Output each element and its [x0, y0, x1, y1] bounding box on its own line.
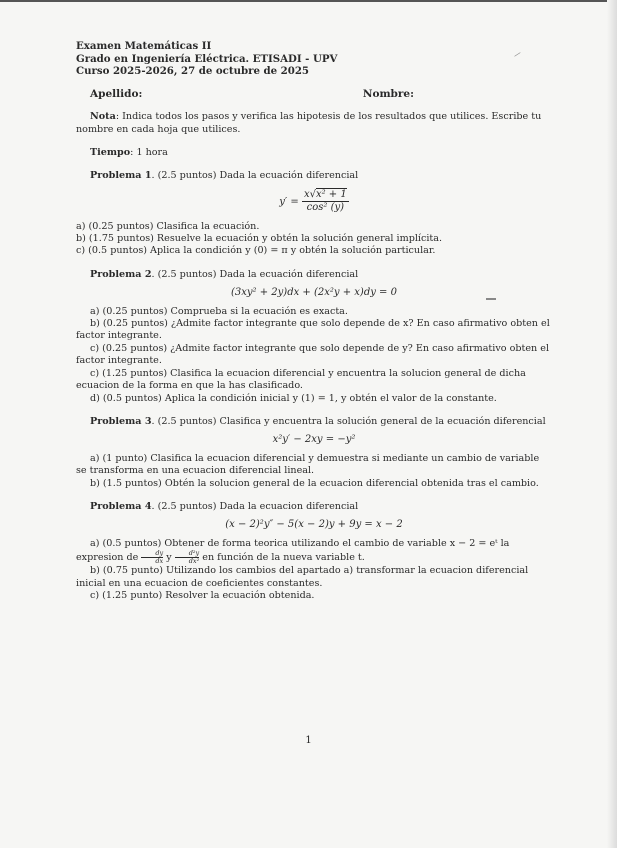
- p4-dy: dy: [141, 550, 163, 558]
- problem-3-intro-text: . (2.5 puntos) Clasifica y encuentra la solución general de la ecuación diferencial: [151, 415, 546, 427]
- problem-2-c: c) (0.25 puntos) ¿Admite factor integrante que solo depende de y? En caso afirmativo obten el factor integrante.: [76, 342, 550, 367]
- student-fields: [76, 88, 552, 100]
- problem-1-intro-text: . (2.5 puntos) Dada la ecuación diferencial: [151, 170, 359, 182]
- problem-3-b: b) (1.5 puntos) Obtén la solucion general de la ecuacion diferencial obtenida tras el cambio.: [90, 477, 539, 489]
- problem-4-a: [76, 538, 552, 565]
- p1-eq-numerator: x√x² + 1: [302, 189, 349, 202]
- problem-4-b: b) (0.75 punto) Utilizando los cambios del apartado a) transformar la ecuacion diferencial inicial en una ecuacion de coeficientes constantes.: [76, 565, 529, 589]
- problem-2-equation: (3xy² + 2y)dx + (2x²y + x)dy = 0: [231, 287, 397, 299]
- problem-3-intro: [76, 416, 552, 428]
- problem-1-c: c) (0.5 puntos) Aplica la condición y (0) = π y obtén la solución particular.: [76, 245, 436, 257]
- problem-1-b: b) (1.75 puntos) Resuelve la ecuación y obtén la solución general implícita.: [76, 233, 443, 245]
- problem-1-label: Problema 1: [90, 170, 152, 182]
- problem-4-c: c) (1.25 punto) Resolver la ecuación obtenida.: [90, 589, 315, 601]
- problem-2-e: d) (0.5 puntos) Aplica la condición inicial y (1) = 1, y obtén el valor de la constante.: [90, 392, 497, 404]
- course-date-line: Curso 2025-2026, 27 de octubre de 2025: [76, 65, 309, 78]
- problem-4-equation: (x − 2)²y″ − 5(x − 2)y + 9y = x − 2: [225, 519, 403, 531]
- apellido-label: Apellido:: [90, 87, 143, 100]
- exam-header: [76, 40, 552, 78]
- problem-3-equation: x²y′ − 2xy = −y²: [272, 434, 356, 446]
- problem-2-intro: [76, 269, 552, 281]
- problem-2-d: c) (1.25 puntos) Clasifica la ecuacion diferencial y encuentra la solucion general de dicha ecuacion de la forma en que la has clasificado.: [76, 367, 526, 392]
- problem-3-a: a) (1 punto) Clasifica la ecuacion diferencial y demuestra si mediante un cambio de variable se transforma en una ecuacion diferencial lineal.: [76, 452, 540, 477]
- p1-eq-num-sqrt: x² + 1: [315, 188, 347, 200]
- p4-d2y-dx2: [175, 550, 199, 565]
- nombre-label: Nombre:: [362, 87, 414, 100]
- problem-4-intro: [76, 501, 552, 513]
- problem-1-intro: [76, 170, 552, 182]
- p1-eq-num-x: x: [303, 188, 310, 200]
- problem-4-intro-text: . (2.5 puntos) Dada la ecuacion diferencial: [151, 500, 359, 512]
- problem-1-equation: [76, 189, 552, 215]
- p4-y: y: [166, 552, 172, 564]
- nota-paragraph: [76, 111, 552, 136]
- exam-title: Examen Matemáticas II: [76, 40, 212, 52]
- page-edge-shadow: [607, 0, 617, 848]
- exam-content: [76, 40, 552, 602]
- degree-line: Grado en Ingeniería Eléctrica. ETISADI - UPV: [76, 52, 338, 65]
- p4-dy-dx: [141, 550, 163, 565]
- p1-eq-lhs: y′ =: [279, 196, 299, 208]
- top-border: [0, 0, 617, 2]
- nota-label: Nota: [90, 111, 116, 123]
- problem-2-label: Problema 2: [90, 268, 152, 280]
- p4-dx: dx: [155, 557, 164, 566]
- p1-eq-fraction: [302, 189, 349, 215]
- tiempo-paragraph: [76, 147, 552, 159]
- pencil-mark: /: [513, 50, 522, 59]
- problem-4-label: Problema 4: [90, 500, 152, 512]
- p4-dx2: dx²: [188, 557, 200, 566]
- tiempo-text: : 1 hora: [130, 147, 168, 158]
- problem-2-b: b) (0.25 puntos) ¿Admite factor integrante que solo depende de x? En caso afirmativo obten el factor integrante.: [76, 318, 550, 342]
- tiempo-label: Tiempo: [90, 147, 131, 158]
- p4-a-pre: a) (0.5 puntos) Obtener de forma teorica utilizando el cambio de variable x − 2 = eᵗ la expresion de: [76, 537, 510, 564]
- p4-a-post: en función de la nueva variable t.: [202, 552, 365, 564]
- p1-eq-denominator: cos² (y): [306, 202, 345, 214]
- page-number: 1: [305, 735, 312, 746]
- problem-3-label: Problema 3: [90, 415, 152, 427]
- problem-2-a: a) (0.25 puntos) Comprueba si la ecuación es exacta.: [90, 305, 348, 317]
- nota-text: : Indica todos los pasos y verifica las hipotesis de los resultados que utilices. Escribe tu nombre en cada hoja que utilices.: [76, 111, 542, 135]
- problem-1-a: a) (0.25 puntos) Clasifica la ecuación.: [76, 220, 260, 232]
- p4-d2y: d²y: [175, 550, 199, 558]
- problem-2-intro-text: . (2.5 puntos) Dada la ecuación diferencial: [151, 268, 359, 280]
